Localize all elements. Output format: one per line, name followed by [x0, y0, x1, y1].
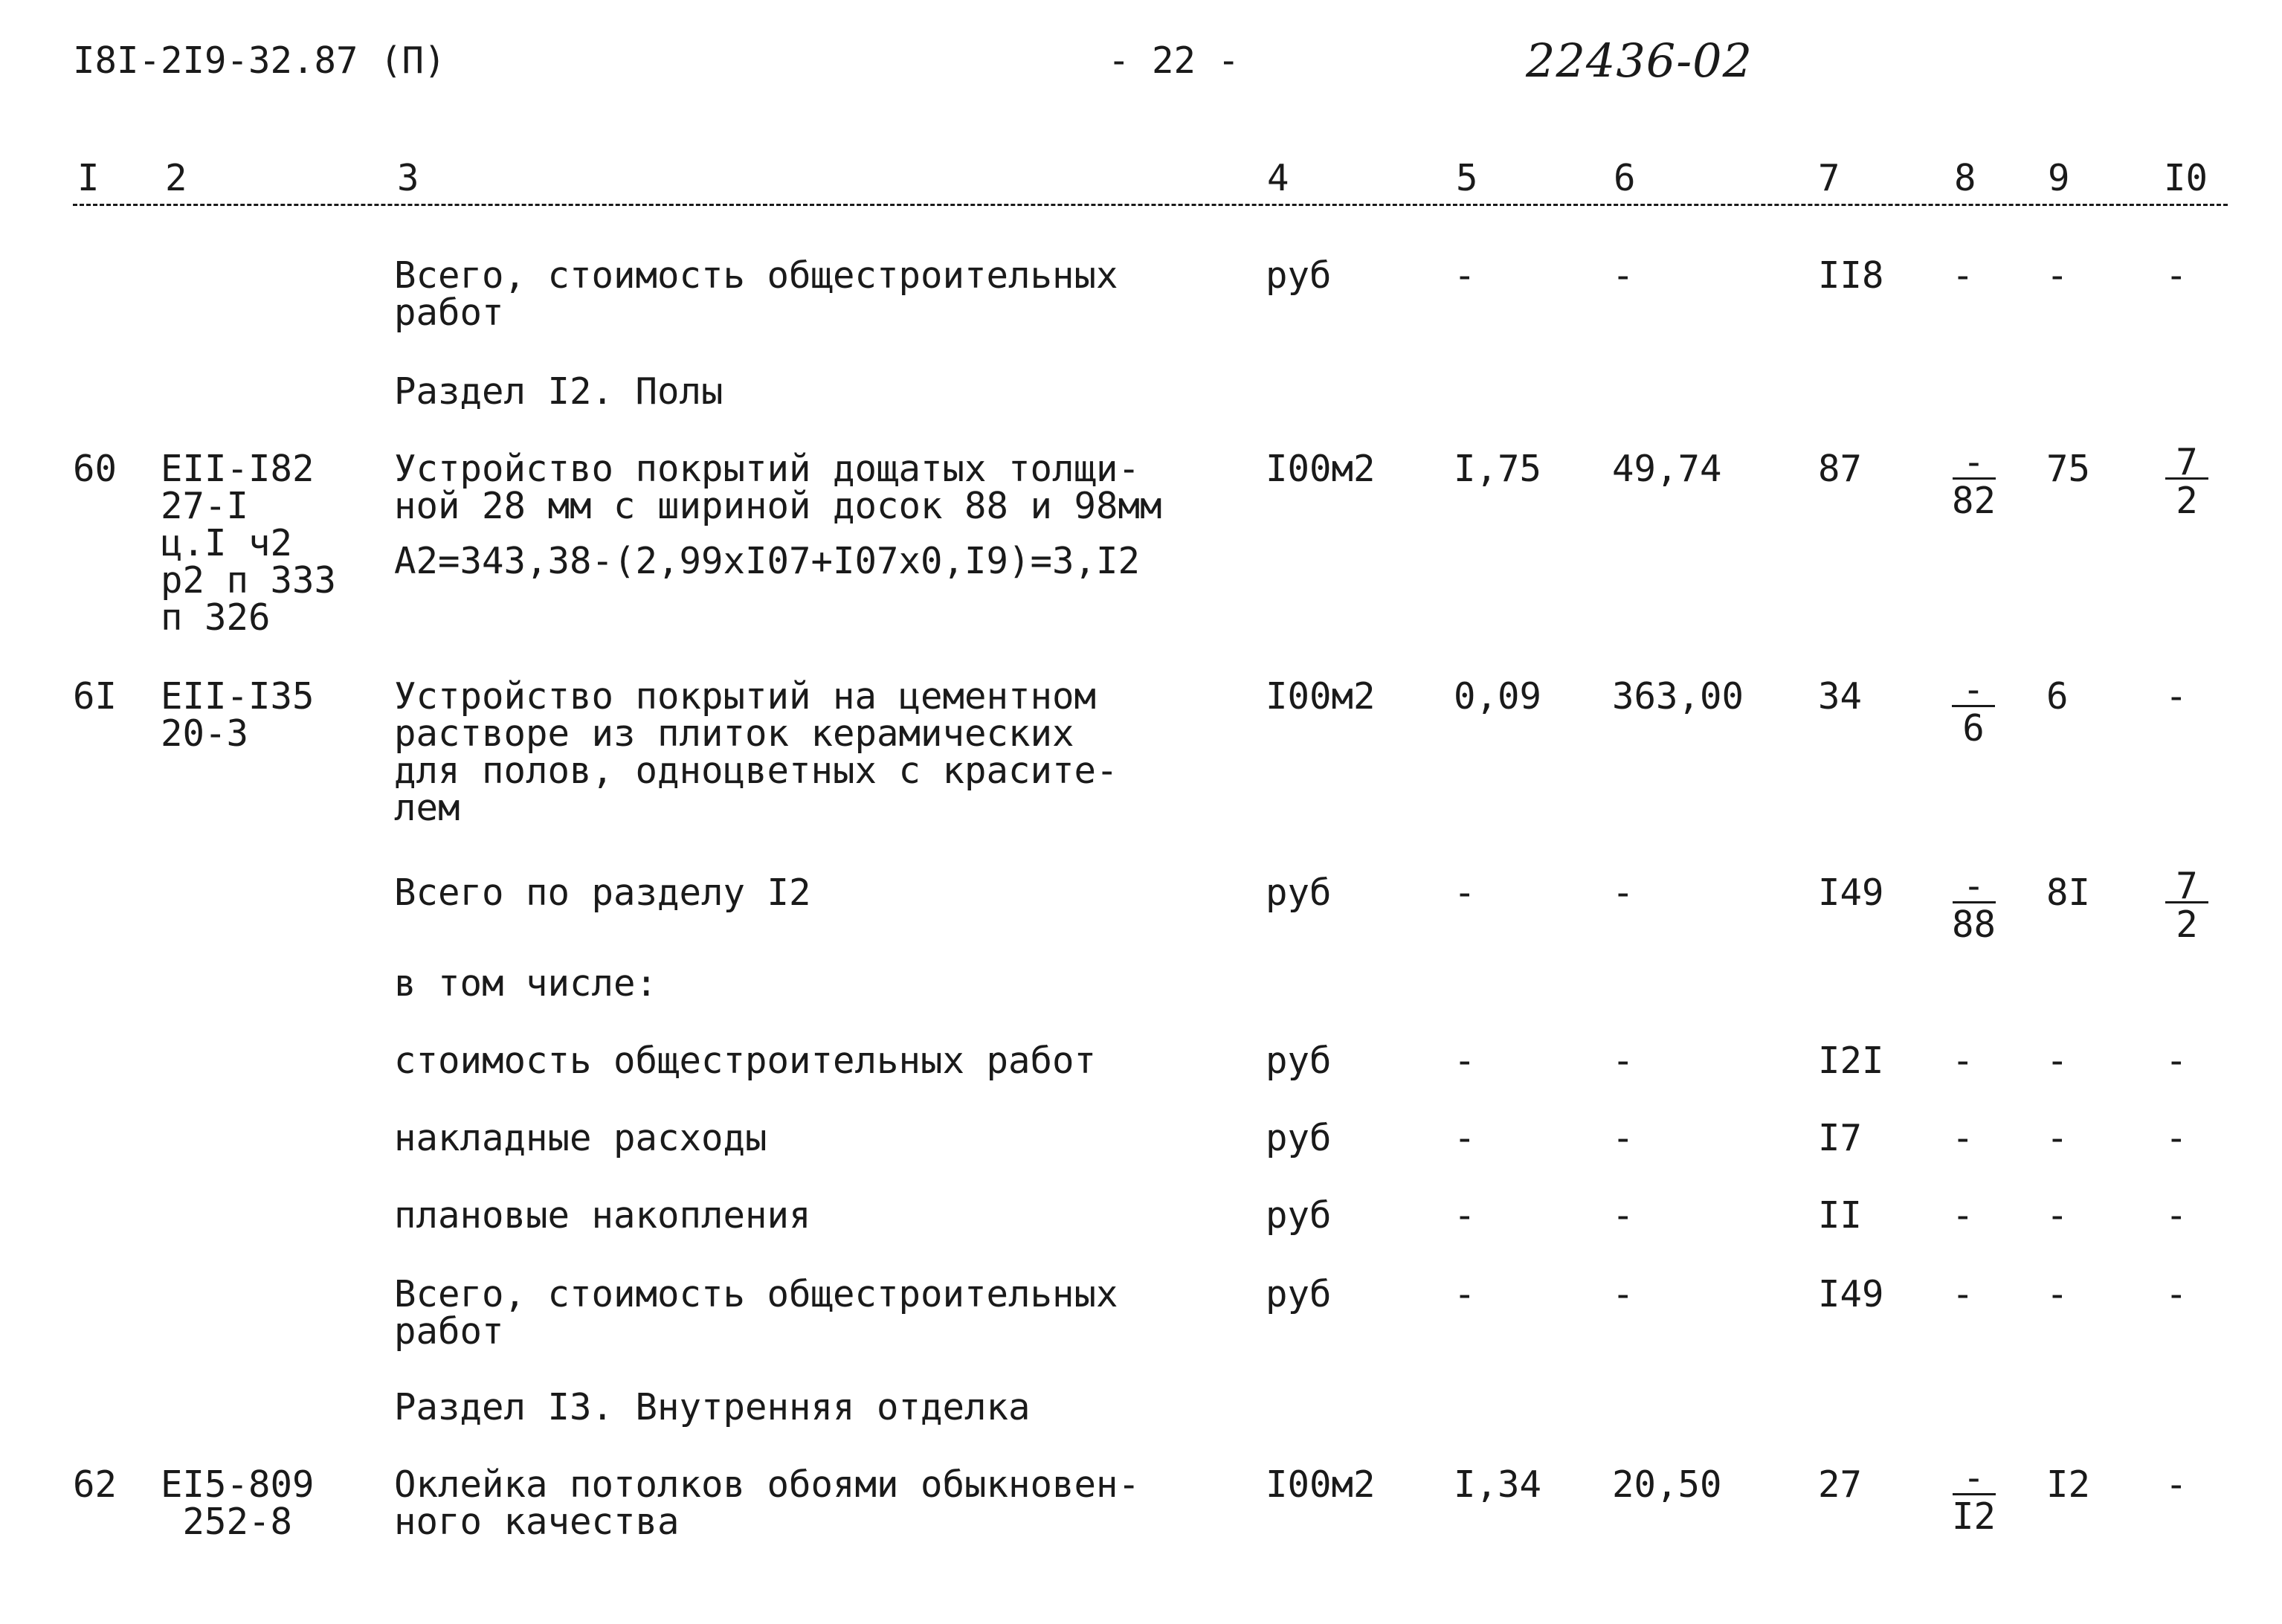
unit-price: 20,50 — [1612, 1463, 1722, 1506]
unit: I00м2 — [1266, 675, 1376, 718]
item-description: Устройство покрытий на цементном растворе из плиток керамических для полов, одноцветных с красите- лем — [394, 675, 1118, 829]
column-10-value: - — [2165, 1040, 2188, 1082]
norm-code: EII-I82 27-I ц.I ч2 р2 п 333 п 326 — [161, 448, 337, 639]
column-10-value: - — [2165, 254, 2188, 297]
total-cost: II8 — [1818, 254, 1884, 297]
row-number: 6I — [73, 675, 117, 718]
fraction-denominator: 2 — [2176, 480, 2198, 522]
column-number: 8 — [1954, 157, 1976, 199]
column-number: 5 — [1456, 157, 1478, 199]
unit-price: - — [1612, 254, 1634, 297]
quantity: I,75 — [1454, 448, 1542, 490]
quantity: - — [1454, 1040, 1476, 1082]
column-10-value: - — [2165, 1463, 2188, 1506]
column-10-value: - — [2165, 1273, 2188, 1315]
fraction-denominator: I2 — [1952, 1495, 1996, 1538]
norm-code: EI5-809 252-8 — [161, 1463, 315, 1543]
quantity: - — [1454, 871, 1476, 914]
column-number: 6 — [1614, 157, 1636, 199]
column-number: 9 — [2048, 157, 2070, 199]
fraction-numerator: - — [1962, 441, 1985, 483]
handwritten-number: 22436-02 — [1526, 33, 1753, 88]
item-description: в том числе: — [394, 962, 658, 1005]
column-number: 2 — [165, 157, 187, 199]
item-description: накладные расходы — [394, 1117, 767, 1159]
column-9-value: - — [2046, 1117, 2069, 1159]
unit-price: 363,00 — [1612, 675, 1744, 718]
item-description: плановые накопления — [394, 1194, 811, 1237]
total-cost: 34 — [1818, 675, 1863, 718]
column-number: 7 — [1818, 157, 1840, 199]
fraction-numerator: - — [1962, 1457, 1985, 1499]
column-10-fraction — [2165, 441, 2208, 523]
column-8-fraction — [1952, 668, 1995, 750]
column-9-value: 6 — [2046, 675, 2069, 718]
column-number: 3 — [397, 157, 419, 199]
item-description: Оклейка потолков обоями обыкновен- ного качества — [394, 1463, 1141, 1543]
item-description: Всего, стоимость общестроительных работ — [394, 1273, 1118, 1353]
calculation-formula: A2=343,38-(2,99xI07+I07x0,I9)=3,I2 — [394, 540, 1141, 582]
total-cost: 27 — [1818, 1463, 1863, 1506]
fraction-denominator: 88 — [1952, 903, 1996, 946]
column-9-value: - — [2046, 1194, 2069, 1237]
total-cost: I49 — [1818, 1273, 1884, 1315]
column-number: I — [77, 157, 100, 199]
quantity: - — [1454, 1194, 1476, 1237]
column-9-value: I2 — [2046, 1463, 2091, 1506]
column-9-value: - — [2046, 1273, 2069, 1315]
unit: руб — [1266, 1273, 1332, 1315]
column-9-value: 8I — [2046, 871, 2091, 914]
unit: руб — [1266, 1040, 1332, 1082]
column-8-value: - — [1952, 254, 1974, 297]
unit: руб — [1266, 1194, 1332, 1237]
column-8-fraction — [1952, 441, 1996, 523]
fraction-denominator: 82 — [1952, 480, 1996, 522]
quantity: - — [1454, 254, 1476, 297]
total-cost: I7 — [1818, 1117, 1863, 1159]
unit-price: - — [1612, 1117, 1634, 1159]
column-8-value: - — [1952, 1040, 1974, 1082]
fraction-numerator: 7 — [2176, 441, 2198, 483]
column-9-value: - — [2046, 1040, 2069, 1082]
column-10-value: - — [2165, 1117, 2188, 1159]
fraction-numerator: 7 — [2176, 865, 2198, 907]
column-number: 4 — [1267, 157, 1289, 199]
unit-price: - — [1612, 871, 1634, 914]
fraction-denominator: 6 — [1962, 707, 1985, 750]
item-description-block — [394, 448, 1162, 582]
document-code: I8I-2I9-32.87 (П) — [73, 39, 446, 82]
column-number-row — [73, 158, 2228, 206]
column-10-value: - — [2165, 675, 2188, 718]
column-8-fraction — [1952, 865, 1996, 947]
column-10-value: - — [2165, 1194, 2188, 1237]
item-description: Всего, стоимость общестроительных работ — [394, 254, 1118, 334]
unit: I00м2 — [1266, 448, 1376, 490]
unit-price: - — [1612, 1040, 1634, 1082]
column-9-value: - — [2046, 254, 2069, 297]
column-8-value: - — [1952, 1117, 1974, 1159]
column-8-fraction — [1952, 1457, 1996, 1538]
fraction-numerator: - — [1962, 865, 1985, 907]
total-cost: II — [1818, 1194, 1863, 1237]
total-cost: 87 — [1818, 448, 1863, 490]
column-9-value: 75 — [2046, 448, 2091, 490]
item-description: Всего по разделу I2 — [394, 871, 811, 914]
unit: руб — [1266, 871, 1332, 914]
unit: руб — [1266, 1117, 1332, 1159]
quantity: I,34 — [1454, 1463, 1542, 1506]
row-number: 60 — [73, 448, 117, 490]
item-description: стоимость общестроительных работ — [394, 1040, 1097, 1082]
norm-code: EII-I35 20-3 — [161, 675, 315, 755]
column-8-value: - — [1952, 1273, 1974, 1315]
row-number: 62 — [73, 1463, 117, 1506]
column-number: I0 — [2164, 157, 2208, 199]
quantity: 0,09 — [1454, 675, 1542, 718]
quantity: - — [1454, 1117, 1476, 1159]
fraction-numerator: - — [1962, 668, 1985, 711]
unit-price: - — [1612, 1273, 1634, 1315]
page-number: - 22 - — [1108, 39, 1240, 82]
item-description: Устройство покрытий дощатых толщи- ной 28 мм с шириной досок 88 и 98мм — [394, 448, 1162, 527]
column-8-value: - — [1952, 1194, 1974, 1237]
unit-price: 49,74 — [1612, 448, 1722, 490]
unit-price: - — [1612, 1194, 1634, 1237]
section-title: Раздел I3. Внутренняя отделка — [394, 1386, 1031, 1428]
column-10-fraction — [2165, 865, 2208, 947]
quantity: - — [1454, 1273, 1476, 1315]
total-cost: I49 — [1818, 871, 1884, 914]
section-title: Раздел I2. Полы — [394, 370, 723, 413]
fraction-denominator: 2 — [2176, 903, 2198, 946]
unit: I00м2 — [1266, 1463, 1376, 1506]
total-cost: I2I — [1818, 1040, 1884, 1082]
unit: руб — [1266, 254, 1332, 297]
